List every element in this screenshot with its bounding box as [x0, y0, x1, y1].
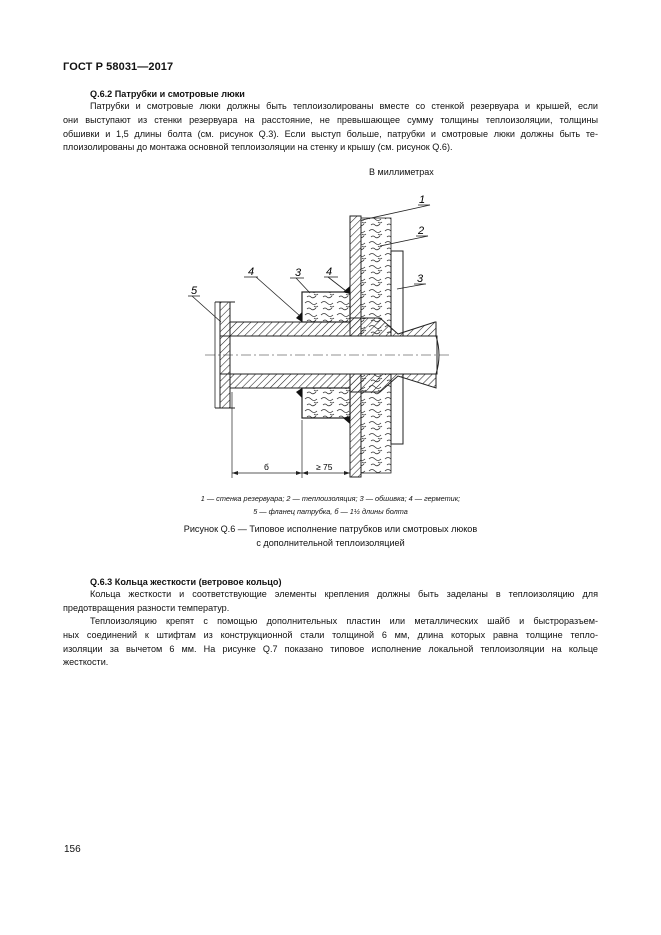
- callout-4-left: 4: [248, 266, 255, 278]
- paragraph-line: Кольца жесткости и соответствующие элементы крепления должны быть заделаны в теплоизоляцию для: [90, 589, 598, 599]
- section-q62-title: Q.6.2 Патрубки и смотровые люки: [90, 89, 245, 99]
- paragraph-line: плоизолированы до монтажа основной теплоизоляции на стенку и крышу (см. рисунок Q.6).: [63, 142, 453, 153]
- figure-legend-line-1: 1 — стенка резервуара; 2 — теплоизоляция; 3 — обшивка; 4 — герметик;: [200, 494, 461, 503]
- dimension-b-label: б: [264, 462, 269, 472]
- paragraph-line: Теплоизоляцию крепят с помощью дополнительных пластин или металлических шайб и быстроразъем-: [90, 616, 598, 626]
- figure-caption-line-2: с дополнительной теплоизоляцией: [256, 538, 405, 548]
- callout-5: 5: [191, 285, 198, 297]
- document-header: ГОСТ Р 58031—2017: [63, 61, 174, 73]
- paragraph-line: Патрубки и смотровые люки должны быть теплоизолированы вместе со стенкой резервуара и крышей, если: [90, 101, 598, 111]
- dimension-75-label: ≥ 75: [316, 462, 333, 472]
- section-q63-title: Q.6.3 Кольца жесткости (ветровое кольцо): [90, 577, 282, 587]
- nozzle-insulation-bottom: [302, 388, 350, 418]
- section-q63-paragraph-2: [90, 615, 598, 629]
- paragraph-line: жесткости.: [63, 657, 109, 668]
- callout-3-mid: 3: [295, 267, 302, 279]
- paragraph-line: изоляции за вычетом 6 мм. На рисунке Q.7 показано типовое исполнение локальной теплоизоляции на кольце: [63, 643, 598, 654]
- nozzle-insulation-top: [302, 292, 350, 322]
- section-q63-paragraph-1-cont: [63, 602, 598, 616]
- section-q63-paragraph-2-cont: [63, 629, 598, 670]
- paragraph-line: предотвращения разности температур.: [63, 603, 230, 613]
- figure-caption-line-1: Рисунок Q.6 — Типовое исполнение патрубков или смотровых люков: [183, 524, 478, 534]
- sealant-3: [296, 388, 302, 398]
- page-number: 156: [64, 844, 81, 855]
- paragraph-line: ных соединений к штифтам из конструкционной стали толщиной 6 мм, длина которых равна толщине тепло-: [63, 630, 598, 640]
- callout-4-right: 4: [326, 266, 333, 278]
- paragraph-line: они выступают из стенки резервуара на расстояние, не превышающее сумму толщины теплоизоляции, толщины: [63, 115, 598, 125]
- paragraph-line: обшивки и 1,5 длины болта (см. рисунок Q.3). Если выступ больше, патрубки и смотровые люки должны быть те-: [63, 128, 598, 139]
- units-note: В миллиметрах: [369, 167, 434, 177]
- figure-legend-line-2: 5 — фланец патрубка, б — 1½ длины болта: [253, 507, 408, 516]
- callout-1: 3: [417, 273, 424, 285]
- section-q63-paragraph-1: [90, 588, 598, 602]
- callout-2: 2: [418, 225, 425, 237]
- callout-3-top: 1: [419, 194, 426, 206]
